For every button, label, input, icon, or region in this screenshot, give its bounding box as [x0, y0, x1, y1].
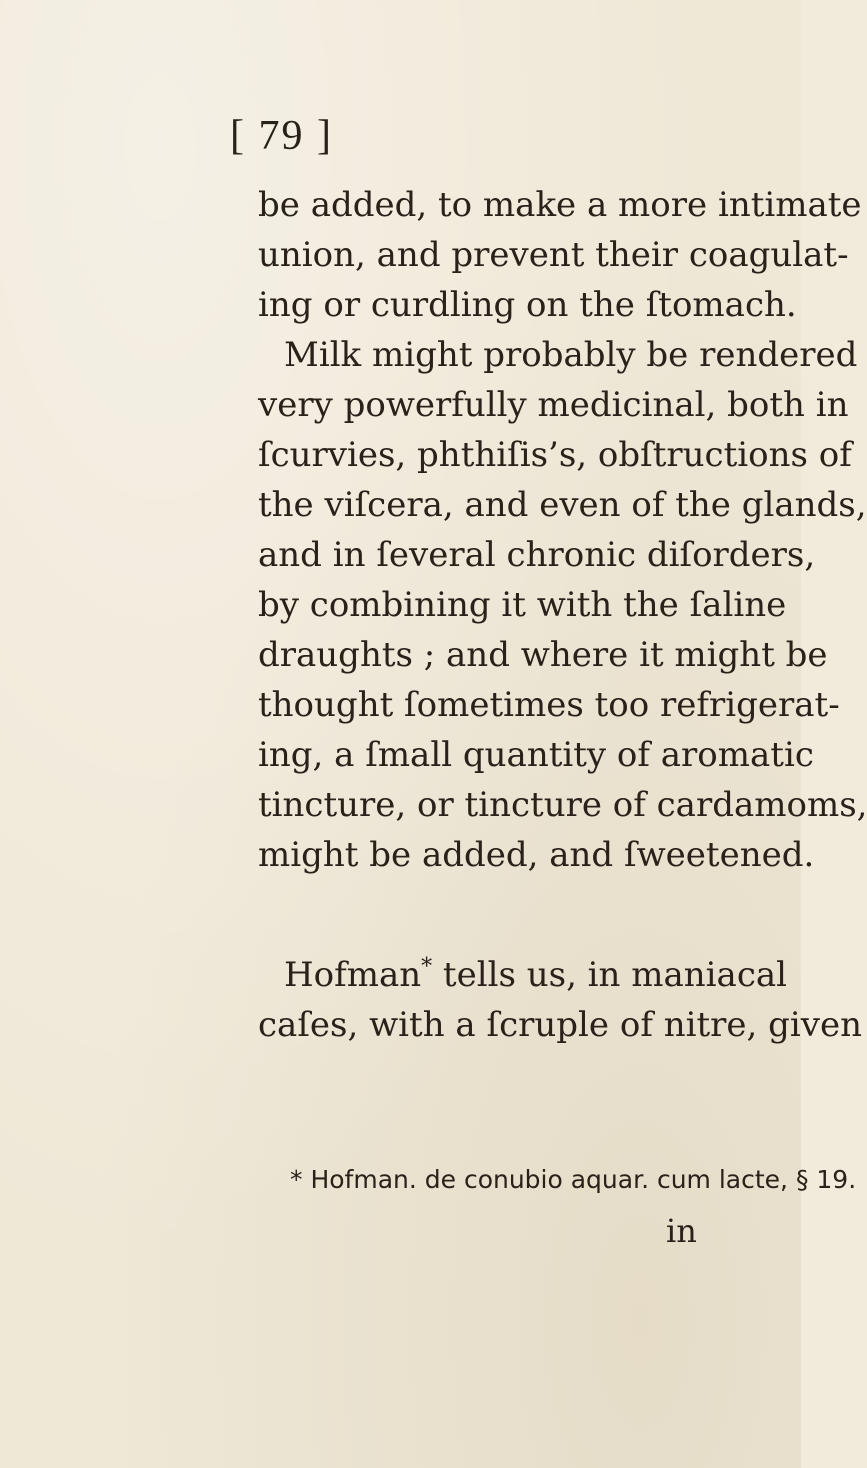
text-line [258, 950, 787, 1000]
text-line: union, and prevent their coagulat- [258, 235, 849, 275]
paragraph-gap [258, 880, 778, 950]
text-line: Milk might probably be rendered [284, 335, 858, 375]
text-line: ing or curdling on the ſtomach. [258, 285, 797, 325]
footnote-mark: * [421, 954, 433, 980]
text-line: very powerfully medicinal, both in [258, 385, 849, 425]
text-line: might be added, and ſweetened. [258, 835, 815, 875]
page-number: [ 79 ] [230, 113, 333, 159]
body-text [258, 180, 867, 1050]
text-line: draughts ; and where it might be [258, 635, 828, 675]
text-fragment: Hofman [284, 955, 422, 995]
text-line: thought ſometimes too refrigerat- [258, 685, 840, 725]
text-line: and in ſeveral chronic diſorders, [258, 535, 816, 575]
text-line: by combining it with the ſaline [258, 585, 787, 625]
text-fragment: tells us, in maniacal [432, 955, 787, 995]
text-line: ing, a ſmall quantity of aromatic [258, 735, 814, 775]
text-line: the viſcera, and even of the glands, [258, 485, 867, 525]
catchword: in [666, 1212, 697, 1250]
text-line: tincture, or tincture of cardamoms, [258, 785, 867, 825]
footnote: * Hofman. de conubio aquar. cum lacte, § 19. [290, 1165, 857, 1194]
text-line: caſes, with a ſcruple of nitre, given [258, 1005, 862, 1045]
text-line: be added, to make a more intimate [258, 185, 862, 225]
text-line: ſcurvies, phthiſis’s, obſtructions of [258, 435, 852, 475]
